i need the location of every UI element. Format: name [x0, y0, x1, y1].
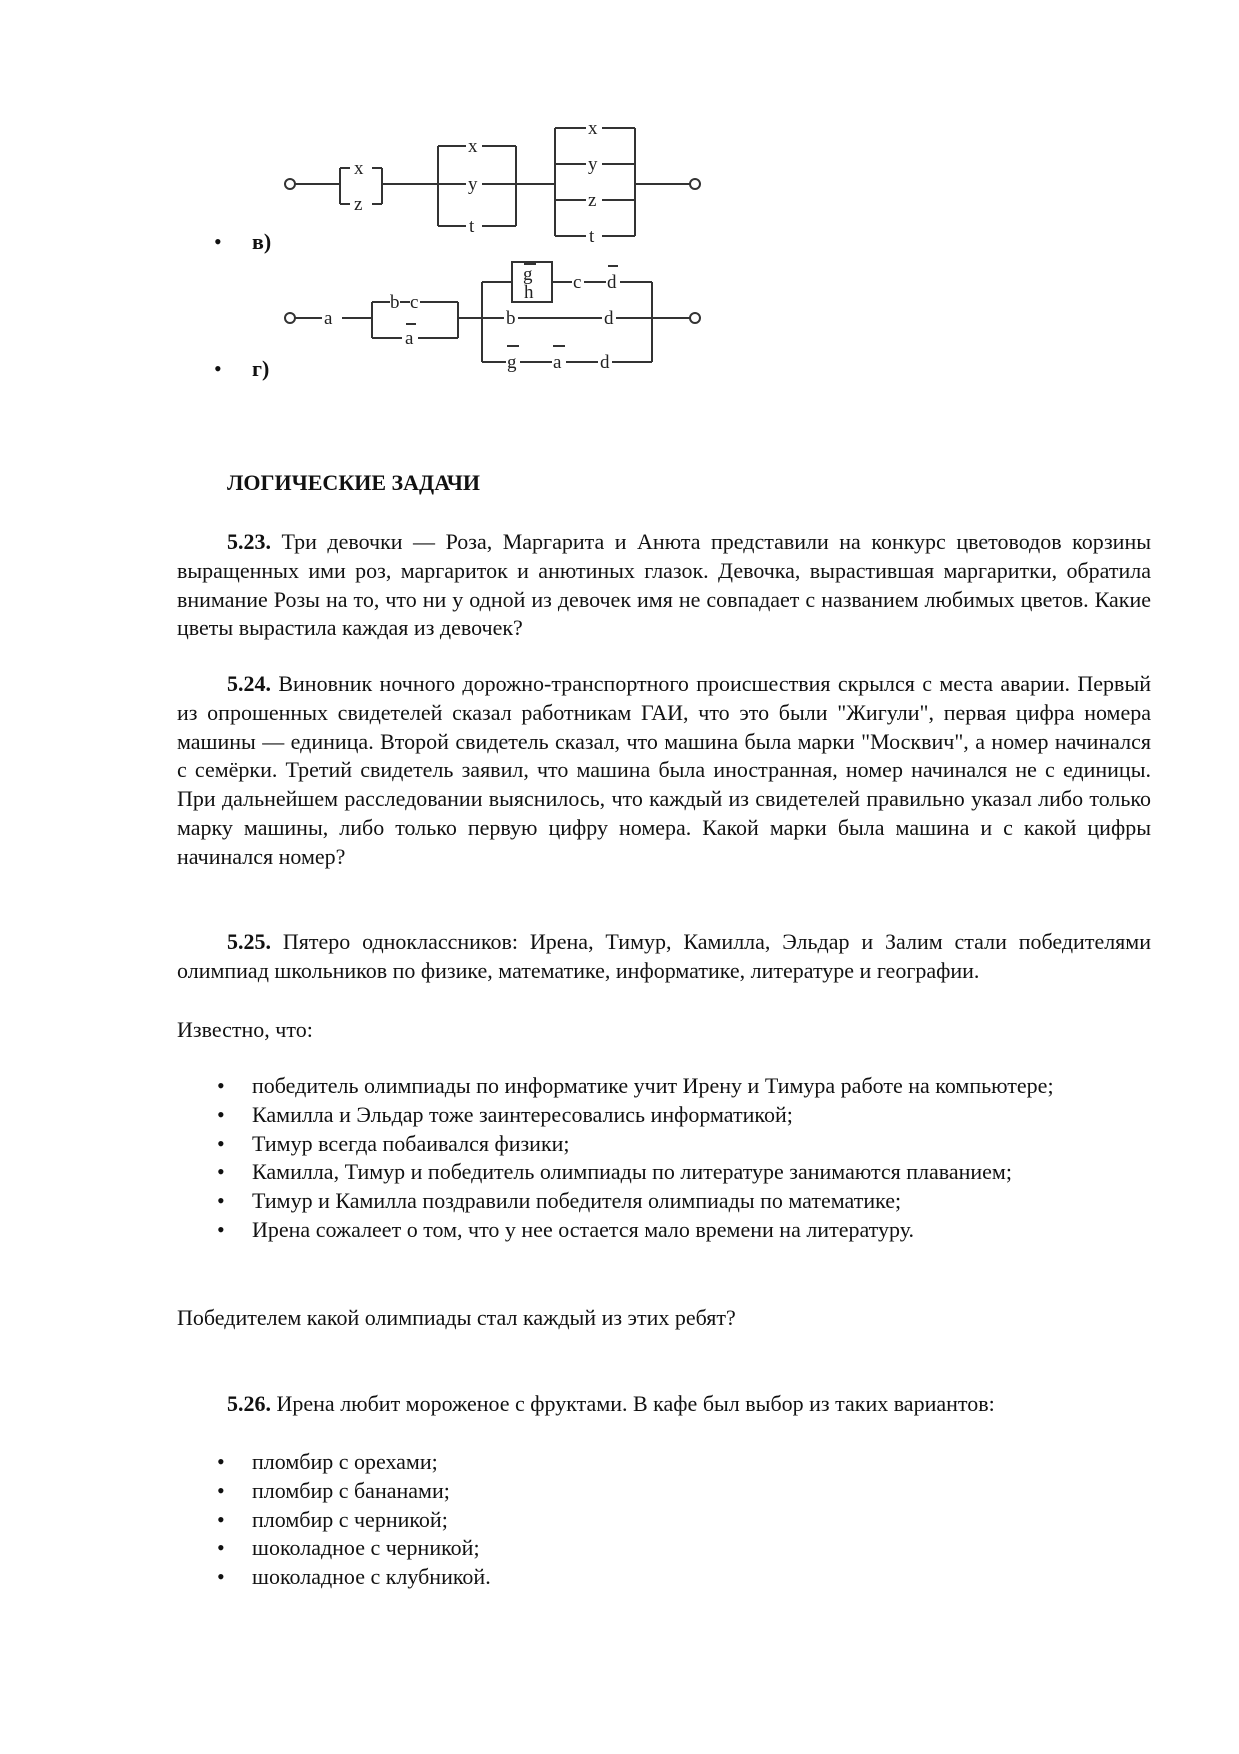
list-item: • пломбир с черникой;: [217, 1506, 448, 1532]
contact-x: x: [468, 136, 478, 157]
problem-text: Виновник ночного дорожно-транспортного происшествия скрылся с места аварии. Первый из опрошенных свидетелей сказал работникам ГАИ, что это были "Жигули", первая цифра номера машины — единица. Второй свидетель сказал, что машина была марки "Москвич", а номер начинался с семёрки. Третий свидетель заявил, что машина была иностранная, номер начинался не с единицы. При дальнейшем расследовании выяснилось, что каждый из свидетелей правильно указал либо только марку машины, либо только первую цифру номера. Какой марки была машина и с какой цифры начинался номер?: [177, 671, 1152, 869]
bullet: •: [214, 356, 222, 381]
facts-list: [177, 1072, 1151, 1245]
contact-z: z: [354, 194, 363, 215]
problem-5-23: [177, 528, 1151, 643]
list-item: • пломбир с бананами;: [217, 1477, 450, 1503]
contact-g-bar: g: [507, 352, 517, 373]
problem-number: 5.24.: [227, 671, 271, 696]
item-label-v: [214, 229, 272, 255]
list-item: • шоколадное с черникой;: [217, 1535, 480, 1561]
contact-h: h: [524, 282, 534, 303]
label-text: г): [252, 356, 270, 381]
list-item: • Камилла и Эльдар тоже заинтересовались информатикой;: [217, 1101, 793, 1127]
contact-d: d: [600, 352, 610, 373]
contact-y: y: [588, 154, 598, 175]
contact-a-bar: a: [405, 328, 414, 349]
question-5-25: Победителем какой олимпиады стал каждый из этих ребят?: [177, 1305, 736, 1330]
contact-x: x: [588, 118, 598, 139]
problem-number: 5.26.: [227, 1391, 271, 1416]
circuit-diagram-v: [280, 118, 710, 248]
bullet: •: [214, 229, 222, 254]
problem-5-25: [177, 928, 1151, 986]
item-label-g: [214, 356, 270, 382]
problem-text: Пятеро одноклассников: Ирена, Тимур, Камилла, Эльдар и Залим стали победителями олимпиад школьников по физике, математике, информатике, литературе и географии.: [177, 929, 1151, 983]
contact-a: a: [324, 308, 333, 329]
section-heading: ЛОГИЧЕСКИЕ ЗАДАЧИ: [227, 470, 480, 495]
contact-a-bar: a: [553, 352, 562, 373]
contact-t: t: [589, 226, 595, 247]
contact-g-bar: g: [523, 264, 533, 285]
problem-number: 5.25.: [227, 929, 271, 954]
list-item: • Камилла, Тимур и победитель олимпиады по литературе занимаются плаванием;: [217, 1159, 1012, 1185]
list-item: • шоколадное с клубникой.: [217, 1564, 491, 1590]
contact-d: d: [604, 308, 614, 329]
circuit-diagram-g: [280, 252, 710, 377]
problem-text: Три девочки — Роза, Маргарита и Анюта представили на конкурс цветоводов корзины выращенных ими роз, маргариток и анютиных глазок. Девочка, вырастившая маргаритки, обратила внимание Розы на то, что ни у одной из девочек имя не совпадает с названием любимых цветов. Какие цветы вырастила каждая из девочек?: [177, 529, 1152, 641]
contact-d-bar: d: [607, 272, 617, 293]
contact-y: y: [468, 174, 478, 195]
contact-c: c: [573, 272, 582, 293]
problem-5-26: [177, 1390, 1151, 1419]
known-intro: Известно, что:: [177, 1017, 313, 1042]
problem-text: Ирена любит мороженое с фруктами. В кафе был выбор из таких вариантов:: [276, 1391, 995, 1416]
list-item: • Ирена сожалеет о том, что у нее остается мало времени на литературу.: [217, 1216, 914, 1242]
problem-5-24: [177, 670, 1151, 872]
contact-c: c: [410, 292, 419, 313]
list-item: • пломбир с орехами;: [217, 1449, 438, 1474]
list-item: • Тимур и Камилла поздравили победителя олимпиады по математике;: [217, 1188, 902, 1214]
label-text: в): [252, 229, 272, 254]
list-item: • Тимур всегда побаивался физики;: [217, 1130, 570, 1156]
list-item: • победитель олимпиады по информатике учит Ирену и Тимура работе на компьютере;: [217, 1073, 1054, 1098]
contact-b: b: [390, 292, 400, 313]
options-list: [177, 1448, 1151, 1592]
problem-number: 5.23.: [227, 529, 271, 554]
contact-z: z: [588, 190, 597, 211]
contact-t: t: [469, 216, 475, 237]
contact-x: x: [354, 158, 364, 179]
contact-b: b: [506, 308, 516, 329]
